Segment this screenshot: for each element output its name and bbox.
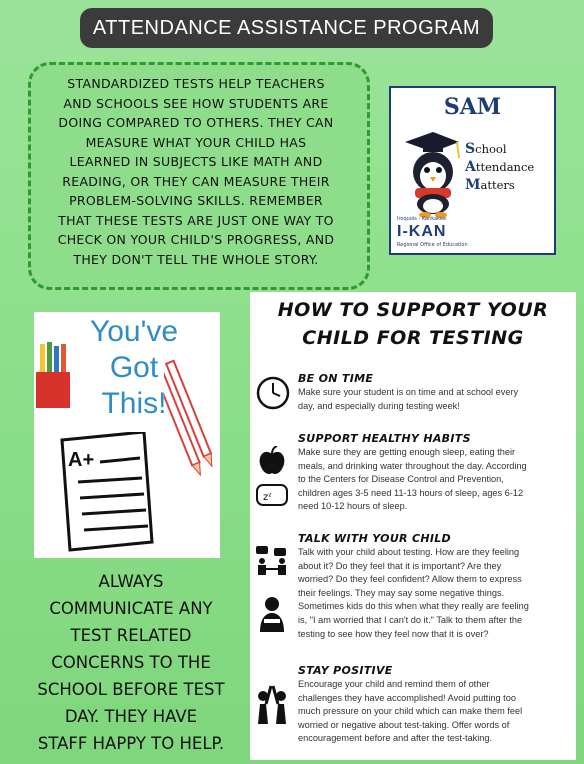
cloud-line: DOING COMPARED TO OTHERS. THEY CAN <box>58 115 334 130</box>
sleep-pillow-icon <box>256 484 288 506</box>
section-body: Make sure your student is on time and at school every day, and especially during testing week! <box>298 387 519 411</box>
cloud-line: AND SCHOOLS SEE HOW STUDENTS ARE <box>63 95 329 111</box>
note-line: CONCERNS TO THE <box>51 653 211 672</box>
cloud-line: PROBLEM-SOLVING SKILLS. REMEMBER <box>69 193 323 208</box>
cloud-line: MEASURE WHAT YOUR CHILD HAS <box>85 134 307 150</box>
sam-logo <box>389 86 556 255</box>
section-heading: STAY POSITIVE <box>298 664 393 677</box>
paper-icon <box>44 432 154 552</box>
section-body: Talk with your child about testing. How are they feeling about it? Do they feel that it is important? Are they worried? Do they feel confident? Allow them to express their feelings. They may say some negative things. Sometimes kids do this when what they really are feeling is, "I am worried that I can't do it." Talk to them after the testing to see how they feel now that it is over? <box>298 547 529 639</box>
cloud-line: THEY DON'T TELL THE WHOLE STORY. <box>73 251 319 267</box>
banner-title: ATTENDANCE ASSISTANCE PROGRAM <box>92 16 481 39</box>
org-logo-text: I-KAN <box>397 223 447 240</box>
section-heading: TALK WITH YOUR CHILD <box>298 532 451 545</box>
cloud-line: READING, OR THEY CAN MEASURE THEIR <box>62 173 330 189</box>
yg-line: Got <box>109 351 159 384</box>
clock-icon <box>256 376 290 410</box>
section-heading: SUPPORT HEALTHY HABITS <box>298 432 471 445</box>
support-panel-title: HOW TO SUPPORT YOUR CHILD FOR TESTING <box>277 299 549 349</box>
cloud-line: THAT THESE TESTS ARE JUST ONE WAY TO <box>58 212 334 228</box>
apple-icon <box>258 446 286 476</box>
thinking-child-icon <box>258 596 286 632</box>
note-line: STAFF HAPPY TO HELP. <box>37 734 225 753</box>
cloud-line: STANDARDIZED TESTS HELP TEACHERS <box>67 76 325 91</box>
communication-note <box>10 568 252 757</box>
grade-mark: A+ <box>68 449 95 471</box>
high-five-icon <box>254 682 290 724</box>
cloud-line: LEARNED IN SUBJECTS LIKE MATH AND <box>69 154 323 169</box>
youve-got-this-text <box>64 314 204 422</box>
org-region: Iroquois - Kankakee <box>397 216 447 222</box>
section-heading: BE ON TIME <box>298 372 374 385</box>
org-subtitle: Regional Office of Education <box>397 242 468 248</box>
yg-line: You've <box>89 315 179 348</box>
svg-text:zᶻ: zᶻ <box>263 492 272 503</box>
note-line: COMMUNICATE ANY <box>49 599 213 618</box>
cloud-line: CHECK ON YOUR CHILD'S PROGRESS, AND <box>57 232 335 247</box>
yg-line: This! <box>101 387 167 420</box>
penguin-graduate-icon <box>395 128 465 218</box>
sam-logo-words: School Attendance Matters <box>465 141 535 193</box>
note-line: SCHOOL BEFORE TEST <box>37 680 225 699</box>
note-line: DAY. THEY HAVE <box>64 707 198 726</box>
section-body: Make sure they are getting enough sleep, eating their meals, and drinking water throughout the day. According to the Centers for Disease Control and Prevention, children ages 3-5 need 11-13 hours of sleep, ages 6-12 need 10-12 hours of sleep. <box>298 447 527 512</box>
note-line: ALWAYS <box>98 572 164 591</box>
sam-logo-title: SAM <box>443 94 502 120</box>
conversation-icon <box>254 546 290 576</box>
note-line: TEST RELATED <box>70 626 192 645</box>
program-banner <box>80 8 493 48</box>
section-body: Encourage your child and remind them of other challenges they have accomplished! Avoid putting too much pressure on your child which can make them feel worried or negative about test-taking. Offer words of encouragement before and after the test-taking. <box>298 679 523 744</box>
info-cloud-text <box>40 74 352 269</box>
